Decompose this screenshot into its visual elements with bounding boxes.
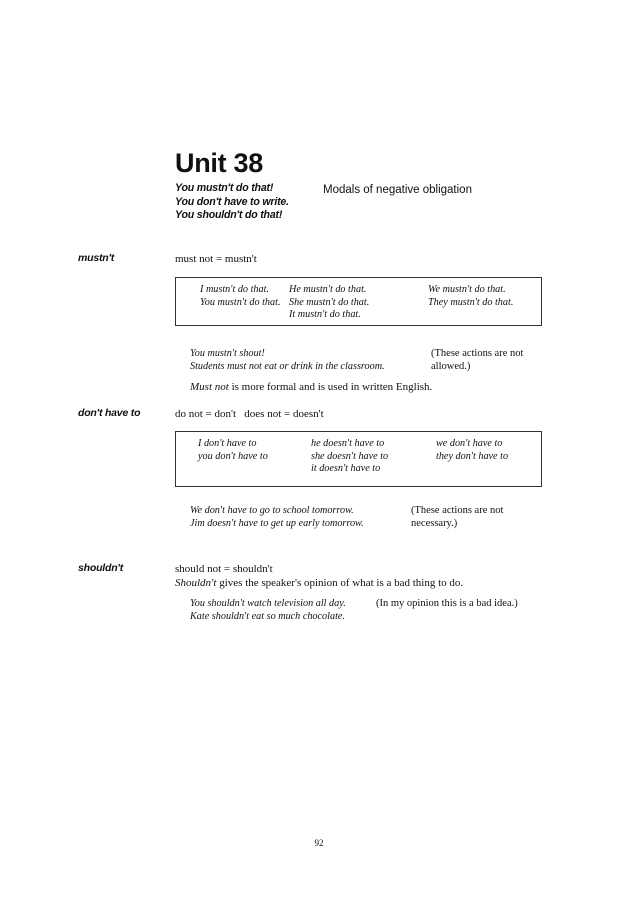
shouldnt-remark: Shouldn't gives the speaker's opinion of what is a bad thing to do. [175, 577, 464, 589]
subtitle-line: You shouldn't do that! [175, 209, 283, 221]
example-sentence: Jim doesn't have to get up early tomorrow. [190, 517, 364, 529]
shouldnt-note: (In my opinion this is a bad idea.) [376, 598, 518, 609]
table-cell: I mustn't do that. You mustn't do that. [200, 284, 281, 308]
example-sentence: We don't have to go to school tomorrow. [190, 505, 354, 516]
section-label-shouldnt: shouldn't [78, 562, 124, 574]
example-sentence: Students must not eat or drink in the classroom. [190, 360, 385, 372]
shouldnt-examples [190, 598, 346, 623]
dont-have-to-note: (These actions are not necessary.) [411, 505, 504, 529]
section-label-dont-have-to: don't have to [78, 407, 141, 419]
example-sentence: You shouldn't watch television all day. [190, 598, 346, 609]
table-cell: I don't have to you don't have to [198, 438, 268, 462]
shouldnt-rule: should not = shouldn't [175, 563, 273, 575]
subtitle-line: You don't have to write. [175, 195, 289, 208]
table-cell: we don't have to they don't have to [436, 438, 509, 462]
example-sentence: You mustn't shout! [190, 348, 265, 359]
mustnt-note: (These actions are not allowed.) [431, 348, 524, 372]
mustnt-examples [190, 348, 385, 373]
unit-topic: Modals of negative obligation [323, 184, 472, 196]
section-label-mustnt: mustn't [78, 252, 115, 264]
dont-have-to-rule: do not = don't does not = doesn't [175, 408, 324, 420]
subtitle-line: You mustn't do that! [175, 182, 274, 194]
mustnt-table [175, 277, 542, 326]
dont-have-to-examples [190, 505, 364, 530]
unit-subtitles [175, 182, 289, 223]
page-number: 92 [314, 838, 324, 848]
table-cell: He mustn't do that. She mustn't do that. It mustn't do that. [289, 284, 370, 320]
mustnt-remark: Must not is more formal and is used in written English. [190, 381, 433, 393]
table-cell: he doesn't have to she doesn't have to it doesn't have to [311, 438, 389, 474]
dont-have-to-table [175, 431, 542, 487]
unit-title: Unit 38 [175, 148, 263, 178]
mustnt-rule: must not = mustn't [175, 253, 257, 265]
example-sentence: Kate shouldn't eat so much chocolate. [190, 610, 345, 622]
table-cell: We mustn't do that. They mustn't do that. [428, 284, 514, 308]
